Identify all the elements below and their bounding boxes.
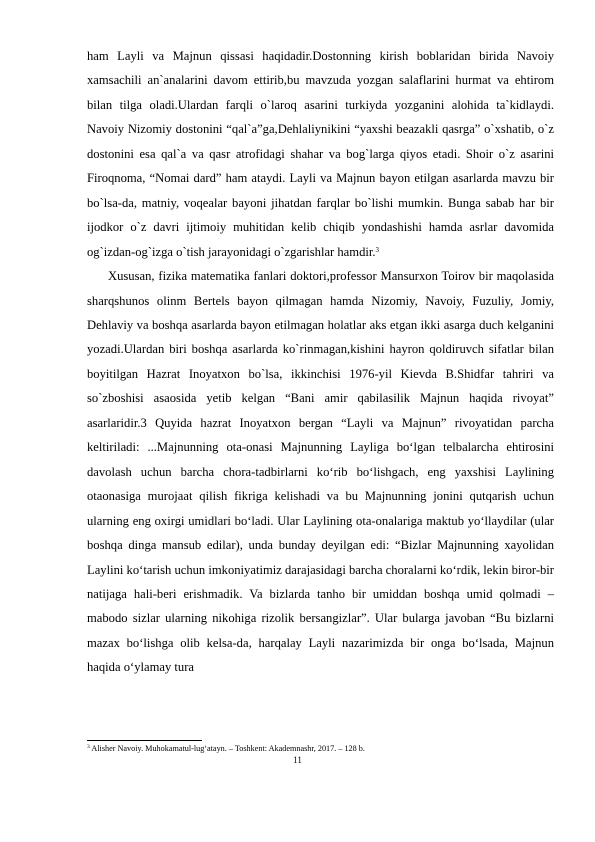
footnote-marker: 3 [87,744,90,750]
footnote-reference: 3 [375,245,380,254]
page-number: 11 [293,755,302,765]
paragraph-1-text: ham Layli va Majnun qissasi haqidadir.Dostonning kirish boblaridan birida Navoiy xamsachili an`analarini davom ettirib,bu mavzuda yozgan salaflarini hurmat va ehtirom bilan tilga oladi.Ulardan farqli o`laroq asarini turkiyda yozganini alohida ta`kidlaydi. Navoiy Nizomiy dostonini “qal`a”ga,Dehlaliynikini “yaxshi beazakli qasrga” o`xshatib, o`z dostonini esa qal`a va qasr atrofidagi shahar va bog`larga qiyos etadi. Shoir o`z asarini Firoqnoma, “Nomai dard” ham ataydi. Layli va Majnun bayon etilgan asarlarda mavzu bir bo`lsa-da, matniy, voqealar bayoni jihatdan farqlar bo`lishi mumkin. Bunga sabab har bir ijodkor o`z davri ijtimoiy muhitidan kelib chiqib yondashishi hamda asrlar davomida og`izdan-og`izga o`tish jarayonidagi o`zgarishlar hamdir. [87,49,554,259]
paragraph-1 [87,44,554,264]
body-text [87,44,554,680]
paragraph-2: Xususan, fizika matematika fanlari doktori,professor Mansurxon Toirov bir maqolasida sharqshunos olinm Bertels bayon qilmagan hamda Nizomiy, Navoiy, Fuzuliy, Jomiy, Dehlaviy va boshqa asarlarda bayon etilmagan holatlar aks etgan ikki asarga duch kelganini yozadi.Ulardan biri boshqa asarlarda ko`rinmagan,kishini hayron qoldiruvch sifatlar bilan boyitilgan Hazrat Inoyatxon bo`lsa, ikkinchisi 1976-yil Kievda B.Shidfar tahriri va so`zboshisi asaosida yetib kelgan “Bani amir qabilasilik Majnun haqida rivoyat” asarlaridir.3 Quyida hazrat Inoyatxon bergan “Layli va Majnun” rivoyatidan parcha keltiriladi: ...Majnunning ota-onasi Majnunning Layliga bo‘lgan telbalarcha ehtirosini davolash uchun barcha chora-tadbirlarni ko‘rib bo‘lishgach, eng yaxshisi Laylining otaonasiga murojaat qilish fikriga kelishadi va bu Majnunning jonini qutqarish uchun ularning eng oxirgi umidlari bo‘ladi. Ular Laylining ota-onalariga maktub yo‘llaydilar (ular boshqa dinga mansub edilar), unda bunday deyilgan edi: “Bizlar Majnunning xayolidan Laylini ko‘tarish uchun imkoniyatimiz darajasidagi barcha choralarni ko‘rdik, lekin biror-bir natijaga hali-beri erishmadik. Va bizlarda tanho bir umiddan boshqa umid qolmadi – mabodo sizlar ularning nikohiga rizolik bersangizlar”. Ular bularga javoban “Bu bizlarni mazax bo‘lishga olib kelsa-da, harqalay Layli nazarimizda bir onga bo‘lsada, Majnun haqida o‘ylamay tura [87,269,554,675]
footnote-separator [87,740,202,741]
footnote [87,743,554,754]
footnote-text: Alisher Navoiy. Muhokamatul-lug‘atayn. – Toshkent: Akademnashr, 2017. – 128 b. [91,744,365,753]
